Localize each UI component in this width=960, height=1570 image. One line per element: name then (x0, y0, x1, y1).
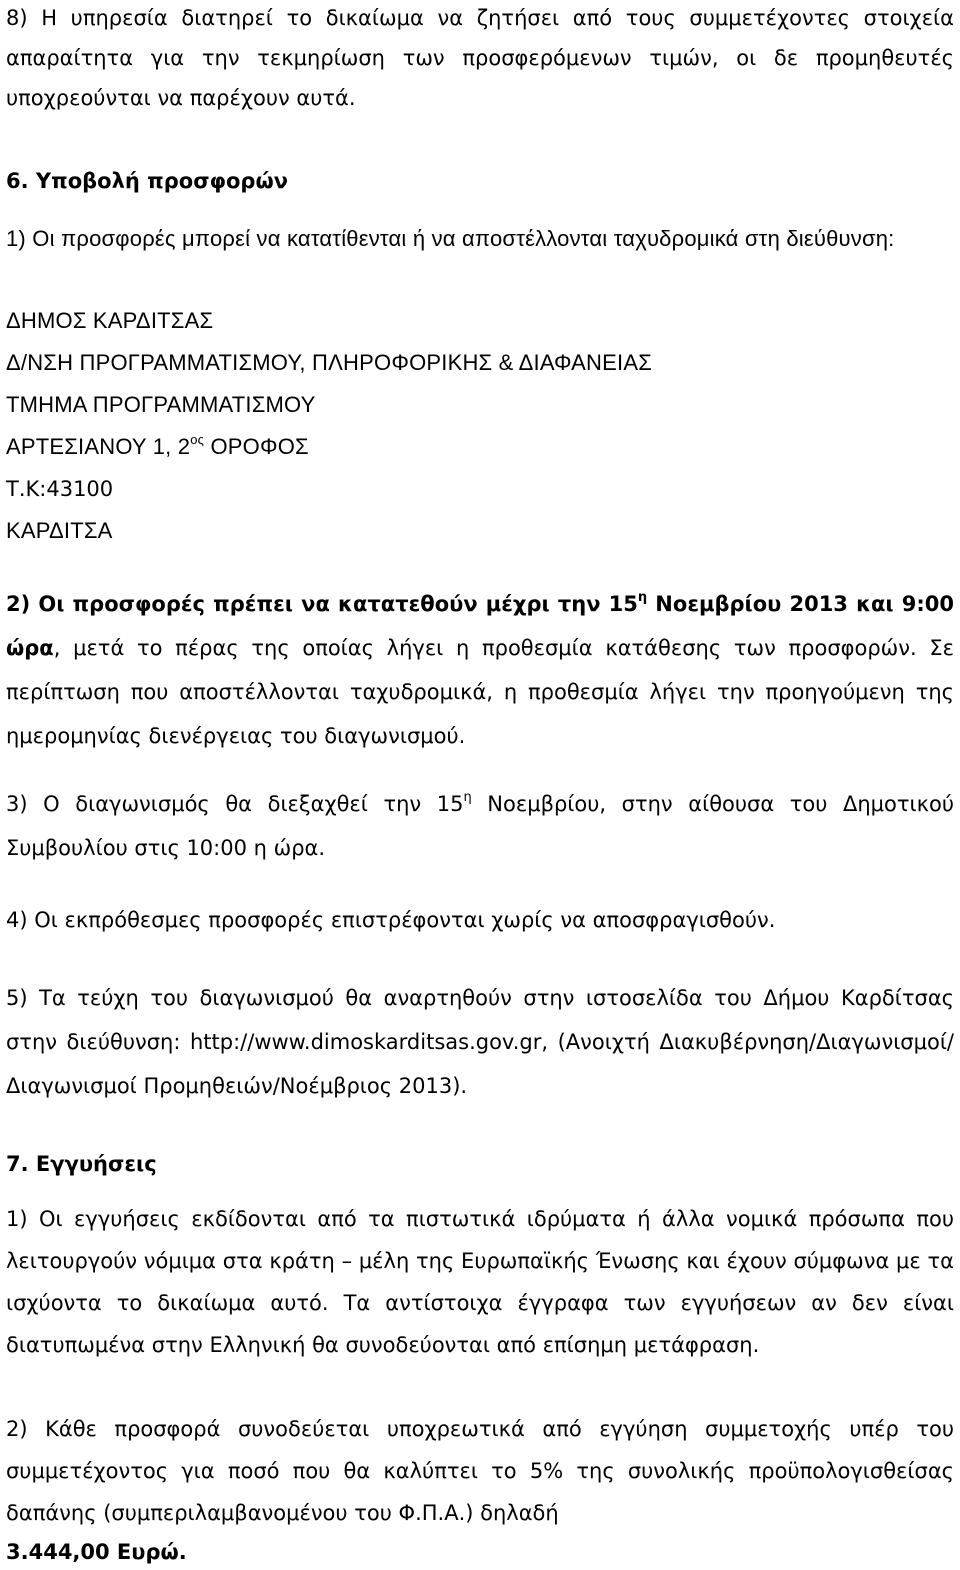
address-line-street: ΑΡΤΕΣΙΑΝΟΥ 1, $2^{o\varsigma}$ ΟΡΟΦΟΣ (6, 431, 309, 459)
section-7-item-2: 2) Κάθε προσφορά συνοδεύεται υποχρεωτικά από εγγύηση συμμετοχής υπέρ του συμμετέχοντος για ποσό που θα καλύπτει το 5% της συνολικής προϋπολογισθείσας δαπάνης (συμπεριλαμβανομένου του Φ.Π.Α.) δηλαδή 3.444,00 Ευρώ. (6, 1408, 954, 1570)
section-6-item-2: 2) Οι προσφορές πρέπει να κατατεθούν μέχρι την $15^\eta$ Νοεμβρίου 2013 και 9:00 ώρα, μετά το πέρας της οποίας λήγει η προθεσμία κατάθεσης των προσφορών. Σε περίπτωση που αποστέλλονται ταχυδρομικά, η προθεσμία λήγει την προηγούμενη της ημερομηνίας διενέργειας του διαγωνισμού. (6, 590, 954, 748)
address-line-department: ΤΜΗΜΑ ΠΡΟΓΡΑΜΜΑΤΙΣΜΟΥ (6, 392, 316, 417)
guarantee-amount: 3.444,00 Ευρώ. (6, 1540, 187, 1564)
address-line-municipality: ΔΗΜΟΣ ΚΑΡΔΙΤΣΑΣ (6, 308, 214, 333)
section-7-heading: 7. Εγγυήσεις (6, 1152, 157, 1176)
address-line-postcode: Τ.Κ:43100 (6, 477, 114, 501)
paragraph-8 (6, 0, 954, 118)
section-6-item-1-intro: 1) Οι προσφορές μπορεί να κατατίθενται ή να αποστέλλονται ταχυδρομικά στη διεύθυνση: (6, 226, 895, 251)
paragraph-8-text: 8) Η υπηρεσία διατηρεί το δικαίωμα να ζητήσει από τους συμμετέχοντες στοιχεία απαραίτητα για την τεκμηρίωση των προσφερόμενων τιμών, οι δε προμηθευτές υποχρεούνται να παρέχουν αυτά. (6, 6, 954, 110)
section-6-heading: 6. Υποβολή προσφορών (6, 169, 289, 193)
address-block (6, 300, 954, 552)
address-line-directorate: Δ/ΝΣΗ ΠΡΟΓΡΑΜΜΑΤΙΣΜΟΥ, ΠΛΗΡΟΦΟΡΙΚΗΣ & ΔΙΑΦΑΝΕΙΑΣ (6, 350, 652, 375)
section-6-item-4: 4) Οι εκπρόθεσμες προσφορές επιστρέφονται χωρίς να αποσφραγισθούν. (6, 908, 776, 932)
address-line-city: ΚΑΡΔΙΤΣΑ (6, 518, 113, 543)
section-7-item-1: 1) Οι εγγυήσεις εκδίδονται από τα πιστωτικά ιδρύματα ή άλλα νομικά πρόσωπα που λειτουργούν νόμιμα στα κράτη – μέλη της Ευρωπαϊκής Ένωσης και έχουν σύμφωνα με τα ισχύοντα το δικαίωμα αυτό. Τα αντίστοιχα έγγραφα των εγγυήσεων αν δεν είναι διατυπωμένα στην Ελληνική θα συνοδεύονται από επίσημη μετάφραση. (6, 1207, 954, 1357)
section-6-item-5: 5) Τα τεύχη του διαγωνισμού θα αναρτηθούν στην ιστοσελίδα του Δήμου Καρδίτσας στην διεύθυνση: http://www.dimoskarditsas.gov.gr, (Ανοιχτή Διακυβέρνηση/Διαγωνισμοί/Διαγωνισμοί Προμηθειών/Νοέμβριος 2013). (6, 986, 954, 1098)
section-6-item-3: 3) Ο διαγωνισμός θα διεξαχθεί την $15^\eta$ Νοεμβρίου, στην αίθουσα του Δημοτικού Συμβουλίου στις 10:00 η ώρα. (6, 790, 955, 860)
